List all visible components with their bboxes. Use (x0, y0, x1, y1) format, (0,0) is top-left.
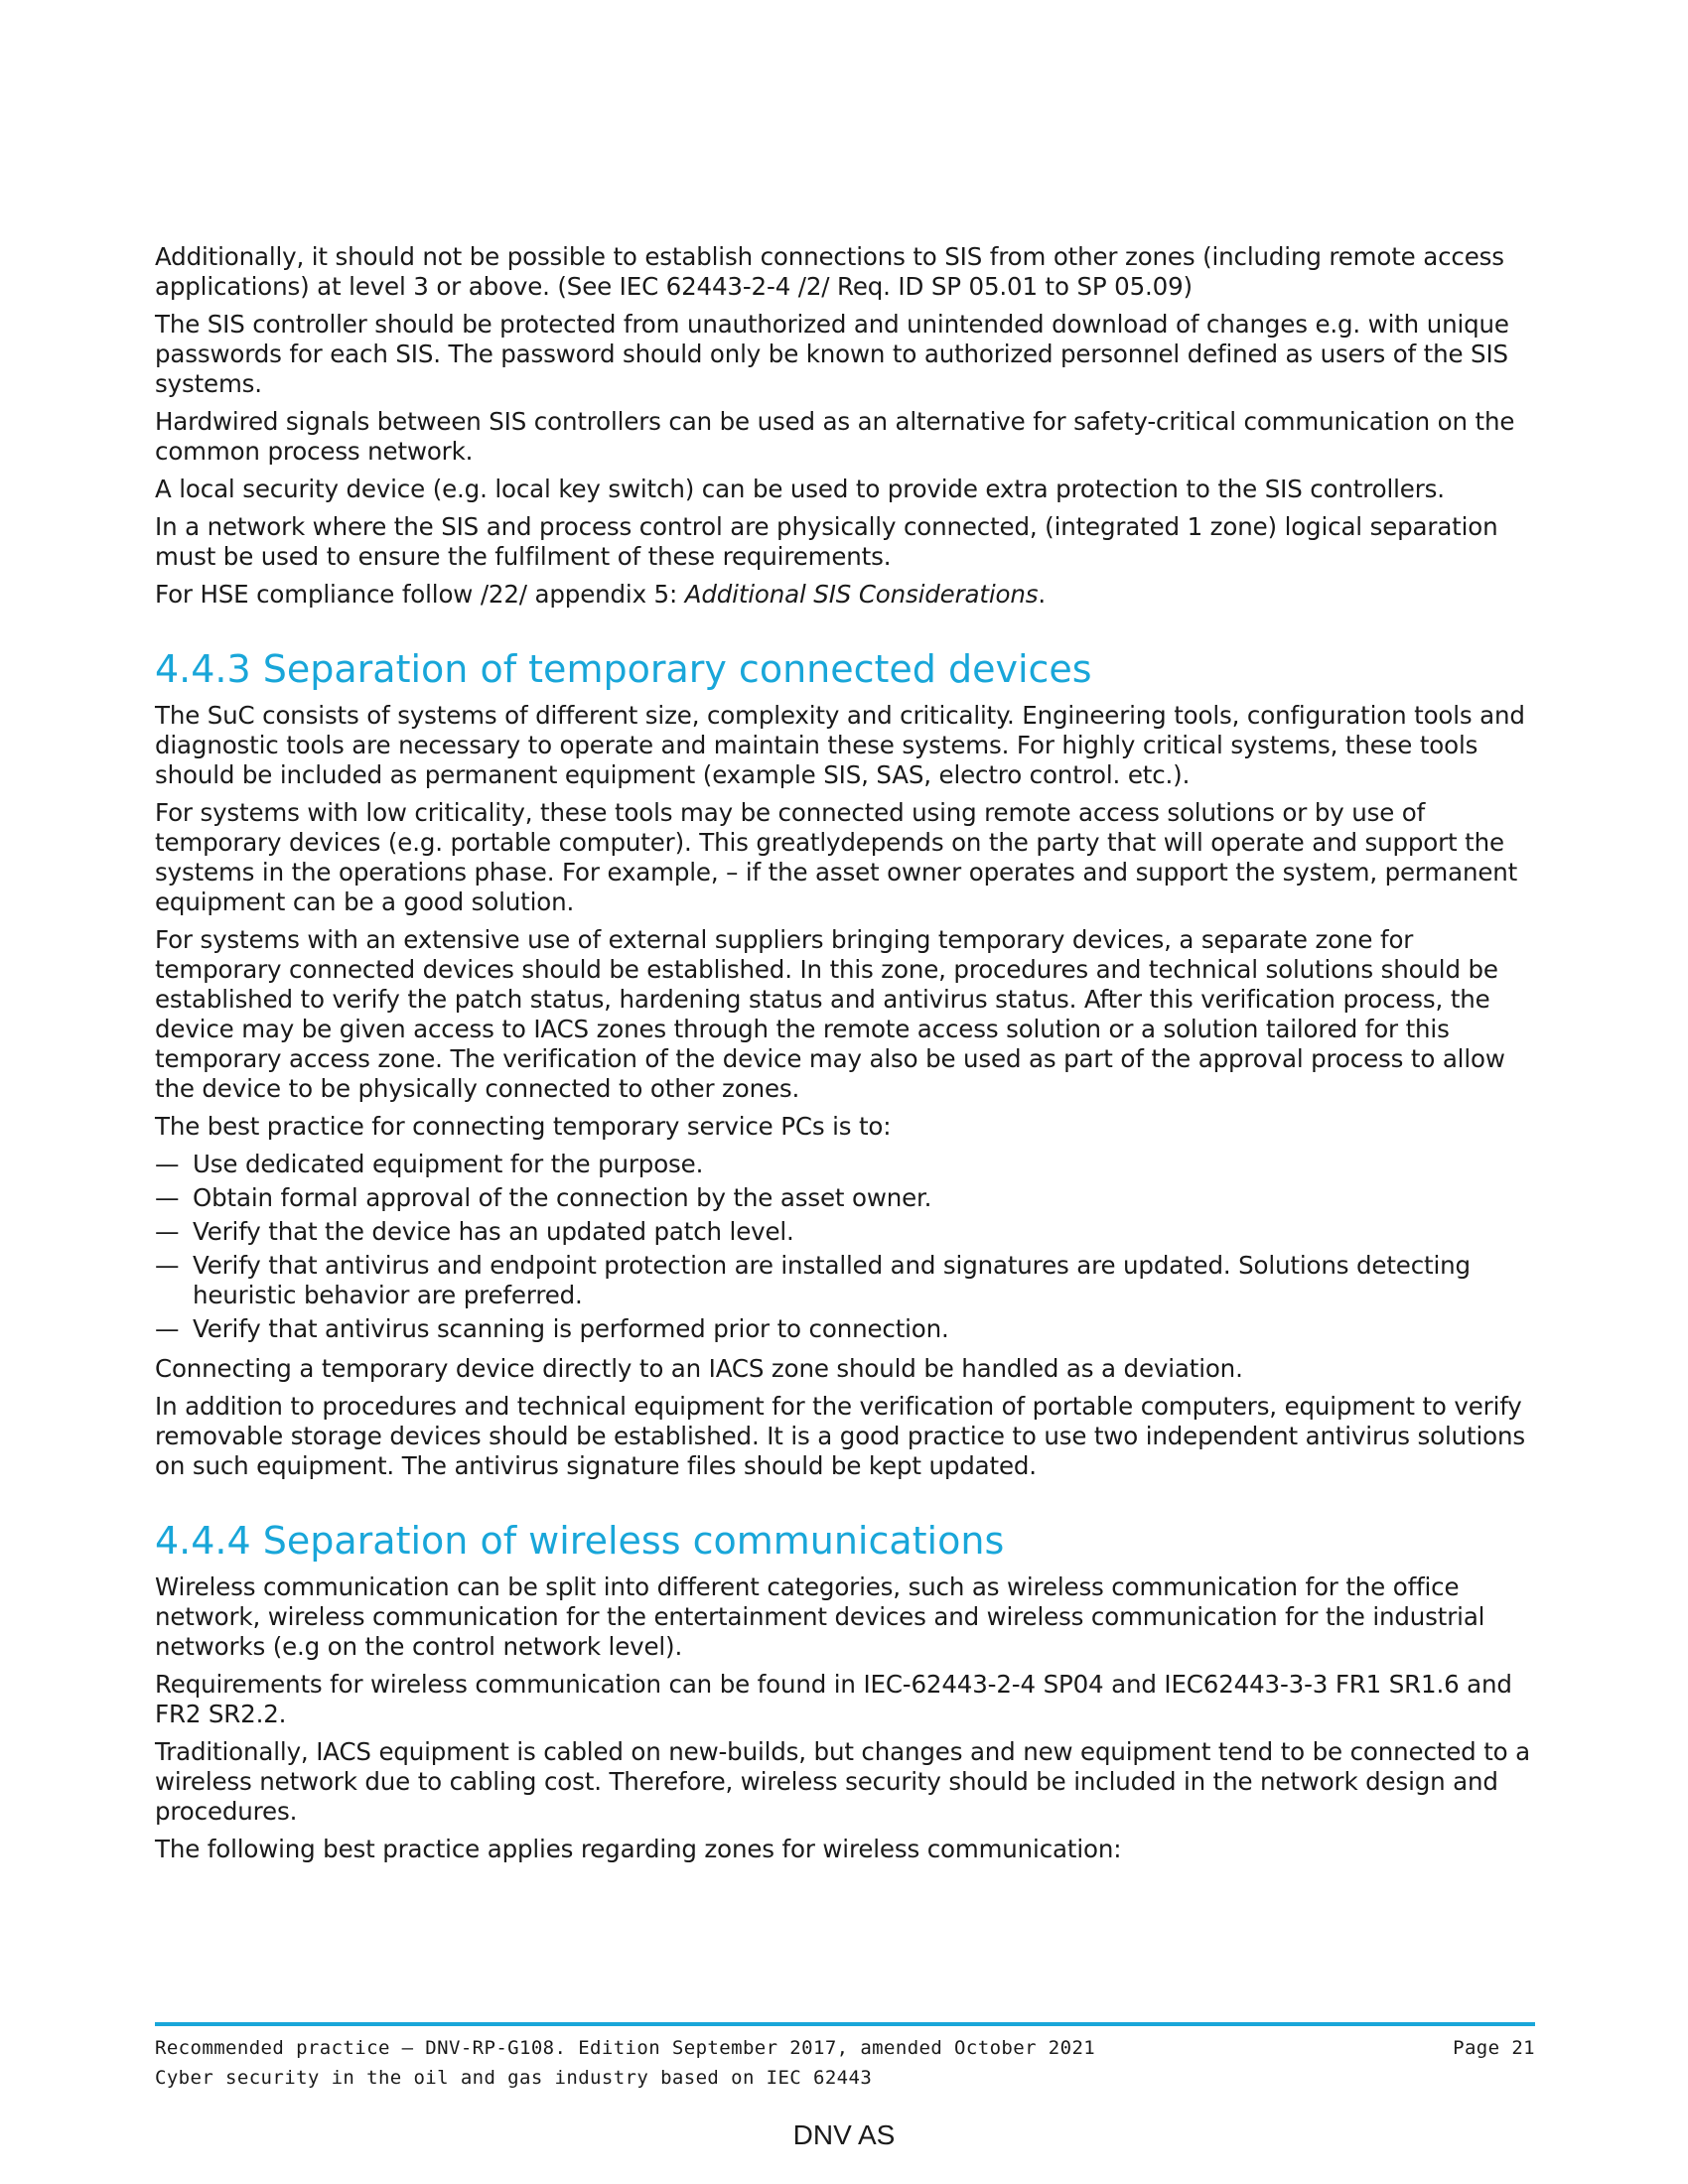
list-item (155, 1217, 1535, 1247)
paragraph: Connecting a temporary device directly to an IACS zone should be handled as a deviation. (155, 1354, 1243, 1383)
paragraph: Additionally, it should not be possible to establish connections to SIS from other zones (including remote access applications) at level 3 or above. (See IEC 62443-2-4 /2/ Req. ID SP 05.01 to SP 05.09) (155, 242, 1504, 301)
paragraph: For systems with low criticality, these tools may be connected using remote access solutions or by use of temporary devices (e.g. portable computer). This greatlydepends on the party that will operate and support the systems in the operations phase. For example, – if the asset owner operates and support the system, permanent equipment can be a good solution. (155, 798, 1518, 916)
best-practice-list (155, 1150, 1535, 1344)
hse-paragraph (155, 580, 1535, 610)
paragraph: In addition to procedures and technical equipment for the verification of portable computers, equipment to verify removable storage devices should be established. It is a good practice to use two independent antivirus solutions on such equipment. The antivirus signature files should be kept updated. (155, 1392, 1525, 1480)
paragraph: The following best practice applies regarding zones for wireless communication: (155, 1835, 1122, 1863)
hse-suffix: . (1038, 580, 1046, 609)
paragraph: Wireless communication can be split into different categories, such as wireless communication for the office network, wireless communication for the entertainment devices and wireless communication for the industrial networks (e.g on the control network level). (155, 1572, 1485, 1661)
footer-document-title: Recommended practice — DNV-RP-G108. Edition September 2017, amended October 2021 (155, 2037, 1096, 2059)
publisher-name: DNV AS (792, 2119, 896, 2150)
list-item-text: Verify that the device has an updated patch level. (193, 1217, 794, 1246)
dash-bullet: — (155, 1251, 180, 1280)
page-footer (155, 2033, 1535, 2093)
paragraph: The SuC consists of systems of different size, complexity and criticality. Engineering tools, configuration tools and diagnostic tools are necessary to operate and maintain these systems. For highly critical systems, these tools should be included as permanent equipment (example SIS, SAS, electro control. etc.). (155, 701, 1525, 789)
list-item (155, 1251, 1535, 1310)
paragraph: In a network where the SIS and process control are physically connected, (integrated 1 zone) logical separation must be used to ensure the fulfilment of these requirements. (155, 512, 1498, 571)
dash-bullet: — (155, 1314, 180, 1343)
paragraph: A local security device (e.g. local key switch) can be used to provide extra protection to the SIS controllers. (155, 475, 1445, 503)
section-heading-4-4-4: 4.4.4 Separation of wireless communications (155, 1519, 1005, 1563)
hse-italic-reference: Additional SIS Considerations (684, 580, 1039, 609)
dash-bullet: — (155, 1150, 180, 1178)
list-item-text: Verify that antivirus scanning is performed prior to connection. (193, 1314, 949, 1343)
page-body (155, 242, 1535, 1872)
dash-bullet: — (155, 1217, 180, 1246)
list-item-text: Verify that antivirus and endpoint protection are installed and signatures are updated. Solutions detecting heuristic behavior are preferred. (193, 1251, 1471, 1309)
paragraph: The best practice for connecting temporary service PCs is to: (155, 1112, 892, 1141)
paragraph: Requirements for wireless communication can be found in IEC-62443-2-4 SP04 and IEC62443-3-3 FR1 SR1.6 and FR2 SR2.2. (155, 1670, 1512, 1728)
list-item (155, 1314, 1535, 1344)
paragraph: Traditionally, IACS equipment is cabled on new-builds, but changes and new equipment tend to be connected to a wireless network due to cabling cost. Therefore, wireless security should be included in the network design and procedures. (155, 1737, 1530, 1826)
footer-subtitle: Cyber security in the oil and gas industry based on IEC 62443 (155, 2067, 873, 2089)
list-item (155, 1183, 1535, 1213)
list-item (155, 1150, 1535, 1179)
footer-page-number: Page 21 (1453, 2037, 1535, 2059)
footer-divider (155, 2022, 1535, 2026)
hse-text: For HSE compliance follow /22/ appendix 5: (155, 580, 685, 609)
paragraph: For systems with an extensive use of external suppliers bringing temporary devices, a separate zone for temporary connected devices should be established. In this zone, procedures and technical solutions should be established to verify the patch status, hardening status and antivirus status. After this verification process, the device may be given access to IACS zones through the remote access solution or a solution tailored for this temporary access zone. The verification of the device may also be used as part of the approval process to allow the device to be physically connected to other zones. (155, 925, 1505, 1103)
paragraph: The SIS controller should be protected from unauthorized and unintended download of changes e.g. with unique passwords for each SIS. The password should only be known to authorized personnel defined as users of the SIS systems. (155, 310, 1509, 398)
paragraph: Hardwired signals between SIS controllers can be used as an alternative for safety-critical communication on the common process network. (155, 407, 1515, 466)
list-item-text: Use dedicated equipment for the purpose. (193, 1150, 704, 1178)
dash-bullet: — (155, 1183, 180, 1212)
section-heading-4-4-3: 4.4.3 Separation of temporary connected devices (155, 647, 1092, 691)
list-item-text: Obtain formal approval of the connection by the asset owner. (193, 1183, 932, 1212)
footer-row (155, 2033, 1535, 2063)
